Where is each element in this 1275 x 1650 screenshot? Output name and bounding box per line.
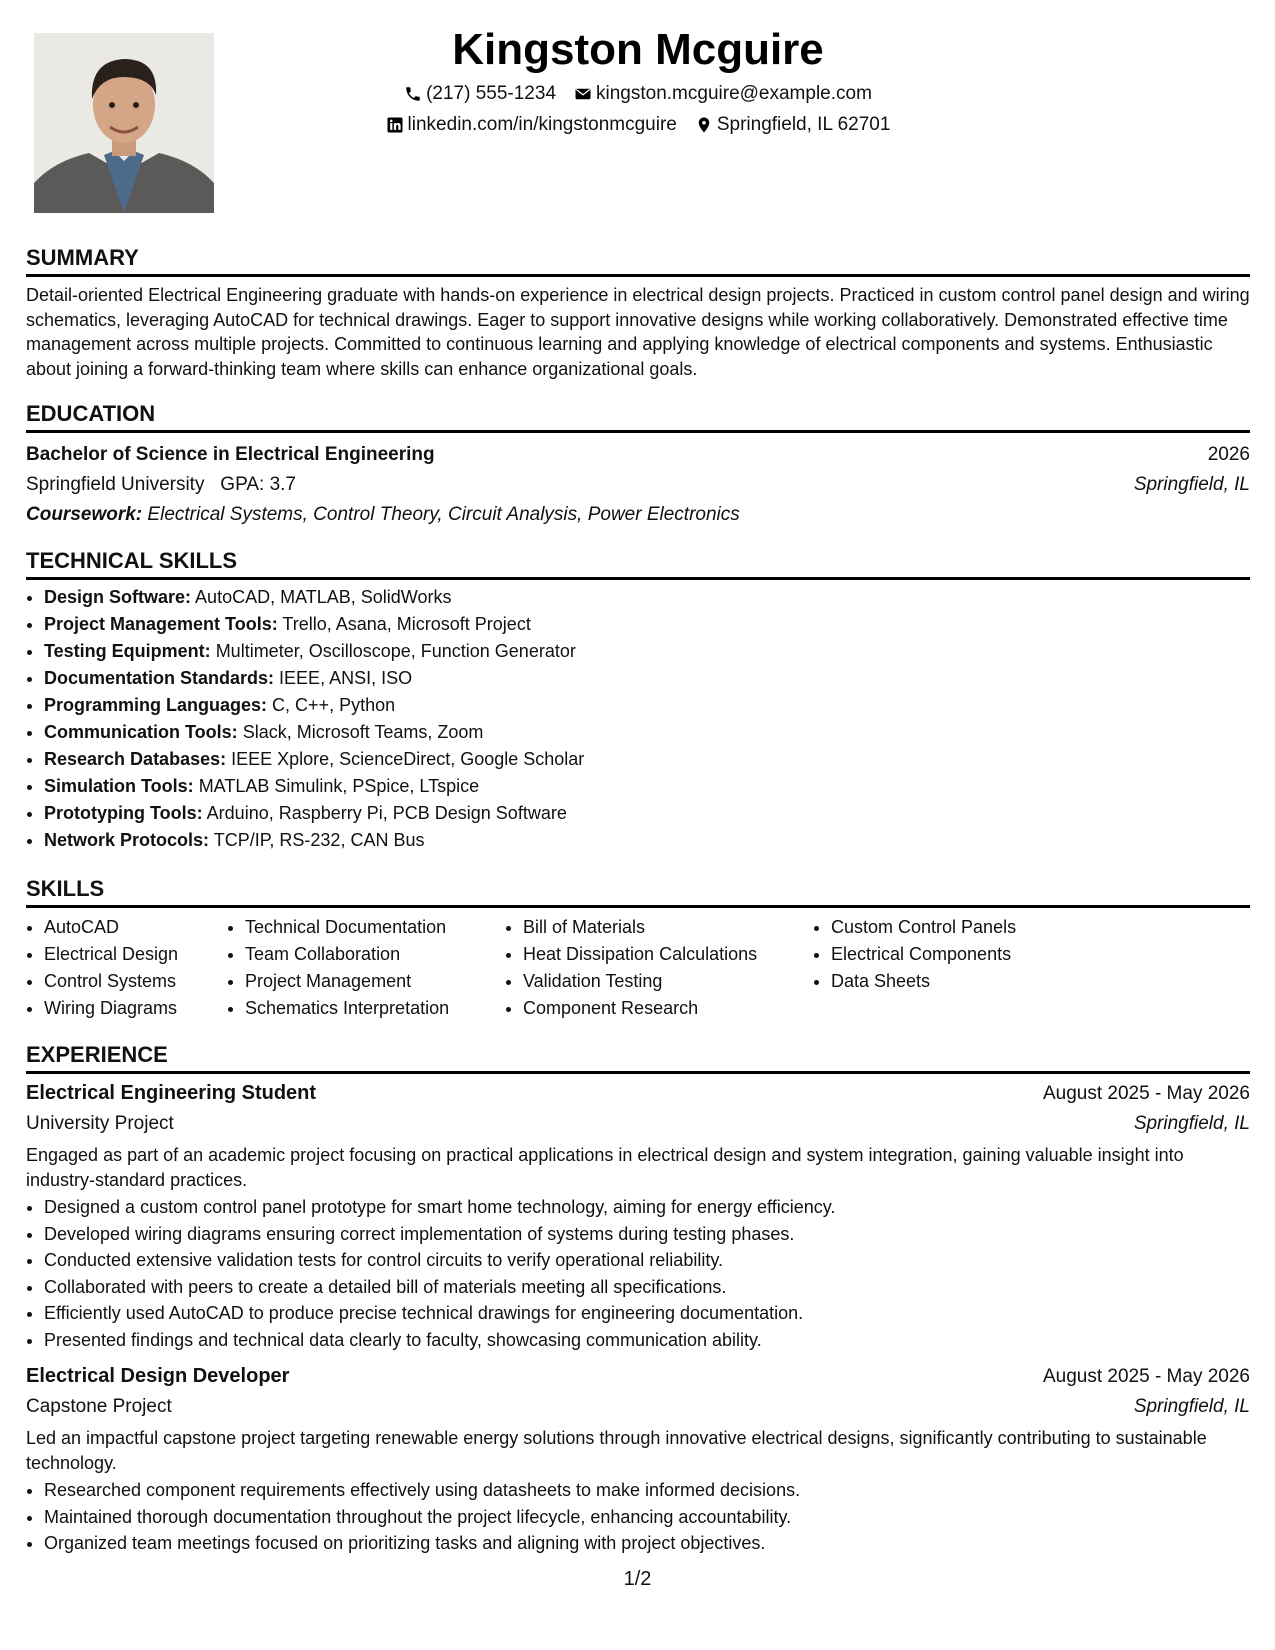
candidate-name: Kingston Mcguire: [452, 25, 824, 74]
job-bullet: • Collaborated with peers to create a detailed bill of materials meeting all specifications.: [44, 1274, 1250, 1301]
tech-skill-value: Multimeter, Oscilloscope, Function Generator: [215, 641, 576, 661]
education-section: [26, 400, 1250, 530]
tech-skill-item: [44, 611, 1250, 638]
linkedin-contact[interactable]: [386, 109, 677, 140]
tech-skill-item: [44, 638, 1250, 665]
tech-skill-label: Network Protocols:: [44, 830, 210, 850]
tech-skill-value: Arduino, Raspberry Pi, PCB Design Software: [206, 803, 567, 823]
linkedin-icon: [386, 116, 404, 134]
tech-skill-item: [44, 746, 1250, 773]
skills-heading: SKILLS: [26, 875, 1250, 908]
job-location: Springfield, IL: [1133, 1396, 1250, 1417]
job-bullet: • Efficiently used AutoCAD to produce precise technical drawings for engineering documentation.: [44, 1300, 1250, 1327]
page-number: 1/2: [623, 1568, 652, 1590]
skill-item: • Component Research: [523, 995, 813, 1022]
skill-item: • Control Systems: [44, 968, 227, 995]
graduation-year: 2026: [1207, 444, 1250, 465]
job-org: Capstone Project: [26, 1396, 172, 1417]
job-dates: August 2025 - May 2026: [1042, 1083, 1250, 1104]
tech-skill-label: Documentation Standards:: [44, 668, 275, 688]
job-bullets: [26, 1477, 1250, 1557]
job-entry: [26, 1361, 1250, 1557]
phone-icon: [404, 85, 422, 103]
skills-column-3: [505, 914, 813, 1022]
job-org-row: [26, 1392, 1250, 1422]
map-pin-icon: [695, 116, 713, 134]
tech-skill-item: [44, 665, 1250, 692]
job-bullet: • Presented findings and technical data clearly to faculty, showcasing communication ability.: [44, 1327, 1250, 1354]
phone-contact[interactable]: [404, 78, 556, 109]
job-org: University Project: [26, 1113, 174, 1134]
skill-item: • Custom Control Panels: [831, 914, 1131, 941]
education-row-1: [26, 439, 1250, 470]
technical-skills-section: [26, 547, 1250, 854]
skill-item: • Project Management: [245, 968, 505, 995]
tech-skill-value: MATLAB Simulink, PSpice, LTspice: [198, 776, 480, 796]
location-contact: [695, 109, 891, 140]
summary-text: Detail-oriented Electrical Engineering graduate with hands-on experience in electrical design projects. Practiced in custom control panel design and wiring schematics, leveraging AutoCAD for technical drawings. Eager to support innovative designs while working collaboratively. Demonstrated effective time management across multiple projects. Committed to continuous learning and applying knowledge of electrical components and systems. Enthusiastic about joining a forward-thinking team where skills can enhance organizational goals.: [26, 285, 1250, 379]
coursework-label: Coursework:: [26, 504, 143, 525]
tech-skill-label: Communication Tools:: [44, 722, 238, 742]
tech-skill-value: AutoCAD, MATLAB, SolidWorks: [195, 587, 452, 607]
job-role: Electrical Design Developer: [26, 1365, 290, 1387]
education-row-2: [26, 470, 1250, 500]
job-dates: August 2025 - May 2026: [1042, 1366, 1250, 1387]
tech-skill-value: IEEE Xplore, ScienceDirect, Google Scholar: [231, 749, 585, 769]
linkedin-text: linkedin.com/in/kingstonmcguire: [407, 114, 677, 135]
job-location: Springfield, IL: [1133, 1113, 1250, 1134]
tech-skill-label: Design Software:: [44, 587, 192, 607]
skills-column-1: [26, 914, 227, 1022]
tech-skill-label: Programming Languages:: [44, 695, 268, 715]
tech-skill-label: Project Management Tools:: [44, 614, 278, 634]
tech-skill-label: Testing Equipment:: [44, 641, 211, 661]
coursework-line: [26, 500, 1250, 530]
contact-line-2: [26, 109, 1250, 140]
tech-skill-item: [44, 584, 1250, 611]
job-bullet: • Developed wiring diagrams ensuring correct implementation of systems during testing phases.: [44, 1221, 1250, 1248]
job-bullet: • Maintained thorough documentation throughout the project lifecycle, enhancing accountability.: [44, 1504, 1250, 1531]
experience-section: [26, 1041, 1250, 1557]
email-text: kingston.mcguire@example.com: [596, 83, 872, 104]
tech-skill-value: TCP/IP, RS-232, CAN Bus: [213, 830, 425, 850]
coursework-text: Electrical Systems, Control Theory, Circuit Analysis, Power Electronics: [147, 504, 740, 525]
job-bullets: [26, 1194, 1250, 1353]
technical-skills-heading: TECHNICAL SKILLS: [26, 547, 1250, 580]
skills-column-2: [227, 914, 505, 1022]
job-title-row: [26, 1361, 1250, 1392]
tech-skill-label: Prototyping Tools:: [44, 803, 203, 823]
tech-skill-value: Slack, Microsoft Teams, Zoom: [242, 722, 484, 742]
school-location: Springfield, IL: [1133, 474, 1250, 495]
skill-item: • Electrical Components: [831, 941, 1131, 968]
skills-column-4: [813, 914, 1131, 1022]
tech-skill-label: Simulation Tools:: [44, 776, 194, 796]
skill-item: • Technical Documentation: [245, 914, 505, 941]
tech-skill-item: [44, 719, 1250, 746]
skill-item: • AutoCAD: [44, 914, 227, 941]
tech-skill-item: [44, 800, 1250, 827]
education-heading: EDUCATION: [26, 400, 1250, 433]
skills-grid: [26, 914, 1250, 1022]
school-and-gpa: Springfield University GPA: 3.7: [26, 474, 296, 495]
job-bullet: • Organized team meetings focused on prioritizing tasks and aligning with project objectives.: [44, 1530, 1250, 1557]
job-entry: [26, 1078, 1250, 1353]
summary-heading: SUMMARY: [26, 244, 1250, 277]
technical-skills-list: [26, 584, 1250, 854]
skill-item: • Bill of Materials: [523, 914, 813, 941]
tech-skill-label: Research Databases:: [44, 749, 227, 769]
phone-text: (217) 555-1234: [426, 83, 557, 104]
tech-skill-value: IEEE, ANSI, ISO: [279, 668, 413, 688]
skill-item: • Validation Testing: [523, 968, 813, 995]
skill-item: • Heat Dissipation Calculations: [523, 941, 813, 968]
job-org-row: [26, 1109, 1250, 1139]
contact-line-1: [26, 78, 1250, 109]
skill-item: • Data Sheets: [831, 968, 1131, 995]
job-bullet: • Researched component requirements effectively using datasheets to make informed decisions.: [44, 1477, 1250, 1504]
job-bullet: • Conducted extensive validation tests for control circuits to verify operational reliability.: [44, 1247, 1250, 1274]
tech-skill-item: [44, 692, 1250, 719]
resume-header: [26, 22, 1250, 140]
job-description: Led an impactful capstone project targeting renewable energy solutions through innovative electrical designs, significantly contributing to sustainable technology.: [26, 1428, 1207, 1473]
job-title-row: [26, 1078, 1250, 1109]
job-role: Electrical Engineering Student: [26, 1082, 317, 1104]
tech-skill-value: Trello, Asana, Microsoft Project: [282, 614, 531, 634]
skills-section: [26, 875, 1250, 1022]
experience-heading: EXPERIENCE: [26, 1041, 1250, 1074]
location-text: Springfield, IL 62701: [716, 114, 891, 135]
tech-skill-item: [44, 773, 1250, 800]
summary-section: [26, 244, 1250, 381]
skill-item: • Team Collaboration: [245, 941, 505, 968]
envelope-icon: [574, 85, 592, 103]
tech-skill-item: [44, 827, 1250, 854]
skill-item: • Electrical Design: [44, 941, 227, 968]
job-bullet: • Designed a custom control panel prototype for smart home technology, aiming for energy efficiency.: [44, 1194, 1250, 1221]
tech-skill-value: C, C++, Python: [272, 695, 396, 715]
email-contact[interactable]: [574, 78, 872, 109]
skill-item: • Schematics Interpretation: [245, 995, 505, 1022]
degree-title: Bachelor of Science in Electrical Engineering: [26, 444, 435, 465]
skill-item: • Wiring Diagrams: [44, 995, 227, 1022]
job-description: Engaged as part of an academic project focusing on practical applications in electrical design and system integration, gaining valuable insight into industry-standard practices.: [26, 1145, 1184, 1190]
